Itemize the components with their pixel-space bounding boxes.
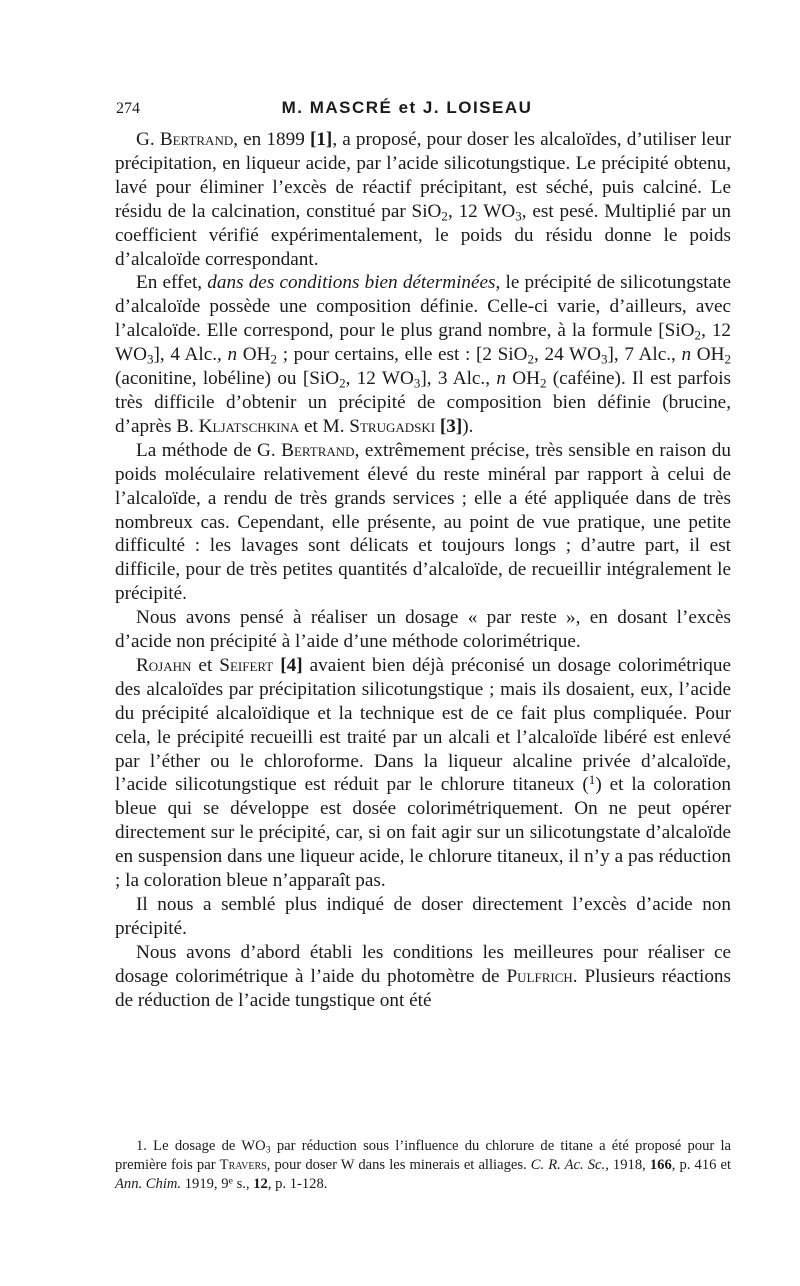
footnote (115, 1137, 731, 1194)
journal-name: C. R. Ac. Sc. (530, 1157, 606, 1173)
page-header (112, 98, 702, 124)
paragraph-4: Nous avons pensé à réaliser un dosage « par reste », en dosant l’excès d’acide non précipité à l’aide d’une méthode colorimétrique. (115, 607, 731, 653)
emphasis: dans des conditions bien déterminées (207, 272, 496, 294)
author-name: Strugadski (349, 415, 436, 437)
paragraph-5: Rojahn et Seifert [4] avaient bien déjà préconisé un dosage colorimétrique des alcaloïdes par précipitation silicotungstique ; mais ils dosaient, eux, l’acide du précipité alcaloïdique et la technique est de ce fait plus compliquée. Pour cela, le précipité recueilli est traité par un alcali et l’alcaloïde libéré est enlevé par l’éther ou le chloroforme. Dans la liqueur alcaline privée d’alcaloïde, l’acide silicotungstique est réduit par le chlorure titaneux ($^1$) et la coloration bleue qui se développe est dosée colorimétriquement. On ne peut opérer directement sur le précipité, car, si on fait agir sur un silicotungstate d’alcaloïde en suspension dans une liqueur acide, le chlorure titaneux, il n’y a pas réduction ; la coloration bleue n’apparaît pas. (115, 654, 732, 892)
page-number: 274 (116, 100, 140, 117)
volume-number: 166 (649, 1157, 672, 1173)
author-name: Bertrand (159, 129, 234, 150)
citation-ref: [3] (439, 415, 463, 437)
paragraph-3: La méthode de G. Bertrand, extrêmement précise, très sensible en raison du poids moléculaire relativement élevé du reste minéral par rapport à celui de l’alcaloïde, a rendu de très grands services ; elle a été appliquée dans de très nombreux cas. Cependant, elle présente, au point de vue pratique, une petite difficulté : les lavages sont délicats et toujours longs ; d’autre part, il est difficile, pour de très petites quantités d’alcaloïde, de recueillir intégralement le précipité. (115, 439, 731, 605)
paragraph-2: En effet, dans des conditions bien déterminées, le précipité de silicotungstate d’alcaloïde possède une composition définie. Celle-ci varie, d’ailleurs, avec l’alcaloïde. Elle correspond, pour le plus grand nombre, à la formule [SiO$_2$, 12 $WO_3$], 4 Alc., n $OH_2$ ; pour certains, elle est : [2 SiO$_2$, 24 $WO_3$], 7 Alc., n $OH_2$ (aconitine, lobéline) ou [SiO$_2$, 12 $WO_3$], 3 Alc., n $OH_2$ (caféine). Il est parfois très difficile d’obtenir un précipité de composition bien définie (brucine, d’après B. Kljatschkina et M. Strugadski [3]). (115, 272, 732, 437)
author-name: Rojahn (136, 654, 192, 676)
journal-name: Ann. Chim. (115, 1176, 182, 1192)
author-name: Pulfrich (506, 965, 573, 987)
author-name: Seifert (219, 654, 274, 676)
paragraph-1: G. Bertrand, en 1899 [1], a proposé, pour doser les alcaloïdes, d’utiliser leur précipitation, en liqueur acide, par l’acide silicotungstique. Le précipité obtenu, lavé pour éliminer l’excès de réactif précipitant, est séché, puis calciné. Le résidu de la calcination, constitué par SiO$_2$, 12 $WO_3$, est pesé. Multiplié par un coefficient vérifié expérimentalement, le poids du résidu donne le poids d’alcaloïde correspondant. (115, 129, 731, 270)
body-text (115, 128, 731, 1013)
footnote-marker: 1 (588, 772, 596, 788)
author-name: Travers (219, 1157, 267, 1173)
citation-ref: [4] (280, 654, 303, 676)
author-name: Bertrand (281, 439, 355, 461)
paragraph-7: Nous avons d’abord établi les conditions les meilleures pour réaliser ce dosage colorimétrique à l’aide du photomètre de Pulfrich. Plusieurs réactions de réduction de l’acide tungstique ont été (115, 941, 731, 1011)
volume-number: 12 (253, 1176, 268, 1192)
author-name: Kljatschkina (198, 415, 300, 437)
paragraph-6: Il nous a semblé plus indiqué de doser directement l’excès d’acide non précipité. (115, 894, 731, 939)
running-title: M. MASCRÉ et J. LOISEAU (281, 98, 533, 117)
citation-ref: [1] (309, 129, 333, 150)
footnote-text: 1. Le dosage de $WO_3$ par réduction sous l’influence du chlorure de titane a été proposé pour la première fois par Travers, pour doser W dans les minerais et alliages. C. R. Ac. Sc., 1918, 166, p. 416 et Ann. Chim. 1919, 9e s., 12, p. 1-128. (115, 1138, 732, 1192)
